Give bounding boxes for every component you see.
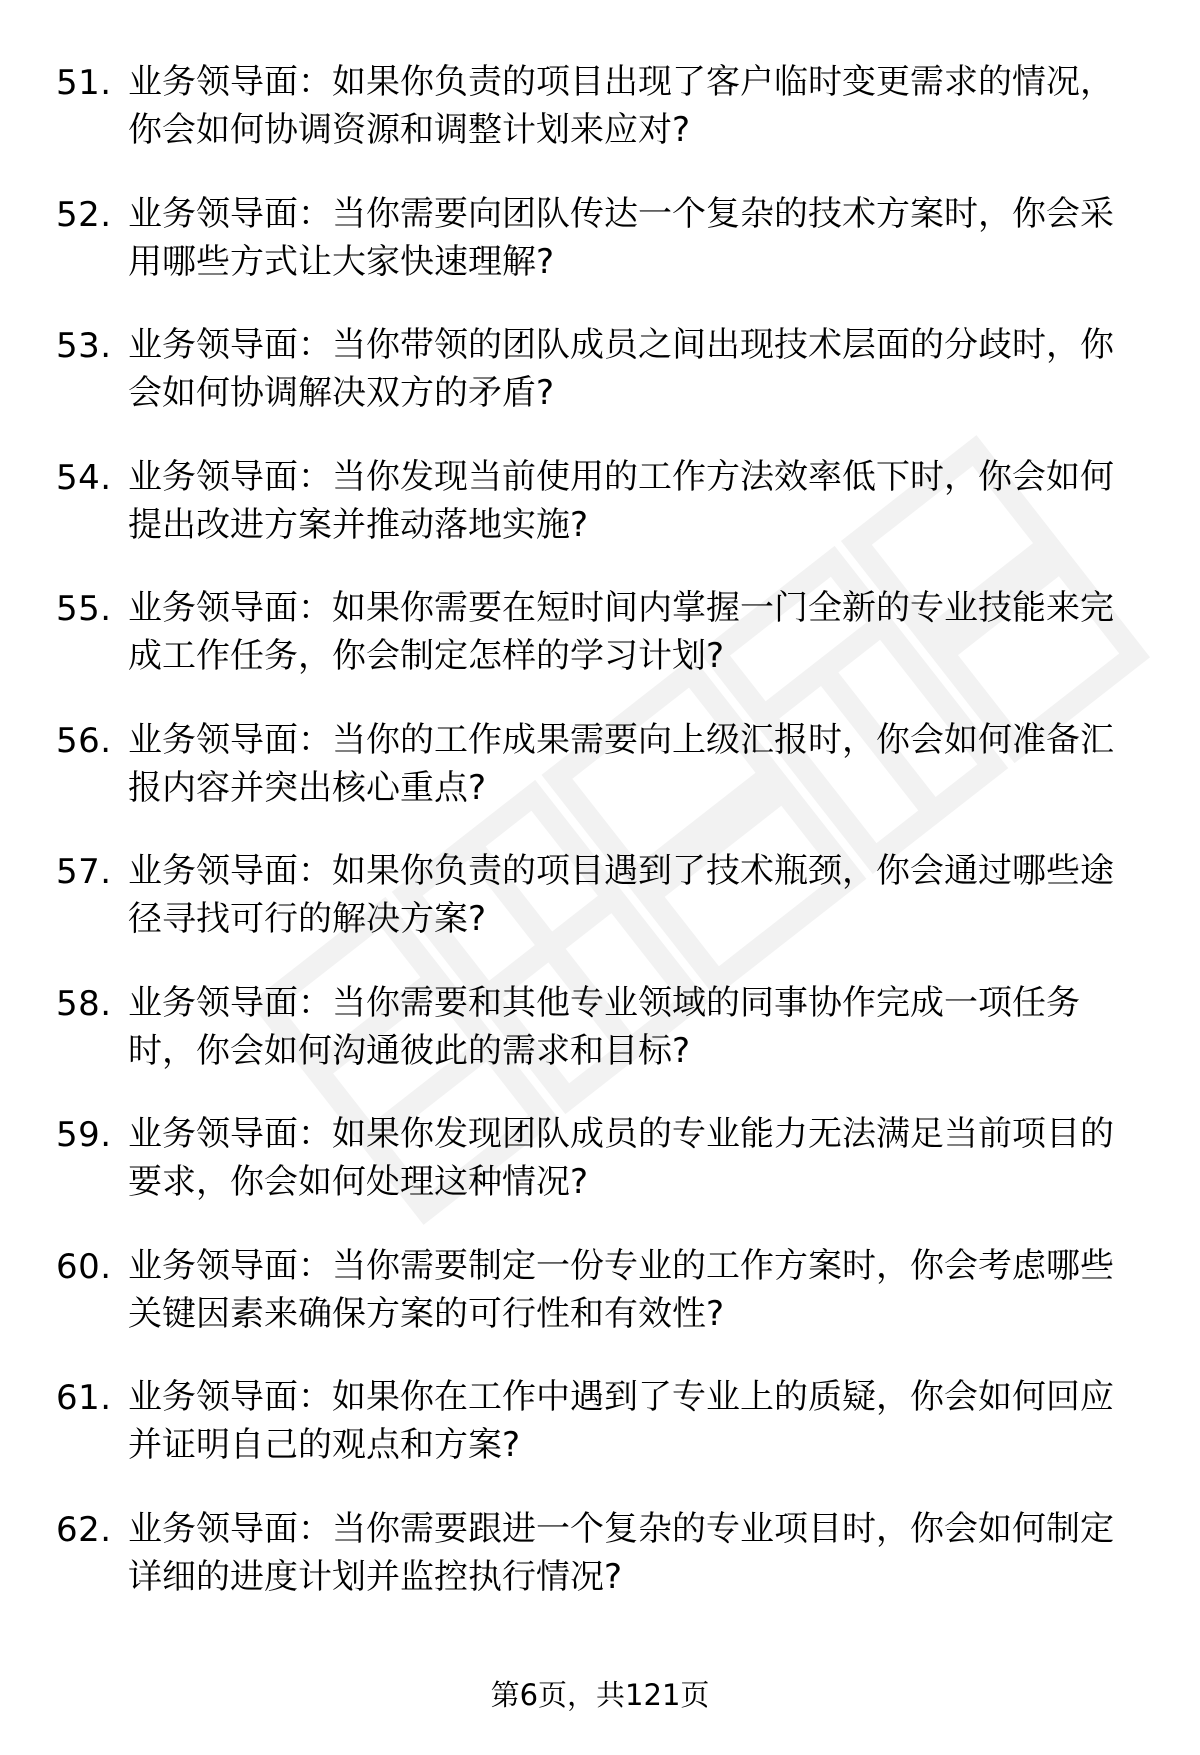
list-item <box>56 584 1146 716</box>
page-number-label: 第6页，共121页 <box>490 1678 710 1712</box>
question-text: 业务领导面：当你带领的团队成员之间出现技术层面的分歧时，你会如何协调解决双方的矛盾? <box>128 325 1114 413</box>
question-text: 业务领导面：当你需要和其他专业领域的同事协作完成一项任务时，你会如何沟通彼此的需求和目标? <box>128 982 1080 1071</box>
list-item <box>56 321 1146 453</box>
question-number: 57. <box>56 852 112 892</box>
question-number: 62. <box>56 1509 112 1550</box>
list-item <box>56 190 1146 322</box>
question-number: 56. <box>56 720 112 761</box>
list-item <box>56 1110 1146 1242</box>
question-number: 54. <box>56 457 112 498</box>
question-text: 业务领导面：如果你在工作中遇到了专业上的质疑，你会如何回应并证明自己的观点和方案? <box>128 1377 1114 1465</box>
question-text: 业务领导面：当你发现当前使用的工作方法效率低下时，你会如何提出改进方案并推动落地实施? <box>128 456 1114 545</box>
list-item <box>56 979 1146 1111</box>
question-text: 业务领导面：如果你发现团队成员的专业能力无法满足当前项目的要求，你会如何处理这种情况? <box>128 1114 1114 1202</box>
question-number: 51. <box>56 63 112 103</box>
question-text: 业务领导面：当你需要制定一份专业的工作方案时，你会考虑哪些关键因素来确保方案的可行性和有效性? <box>128 1245 1114 1334</box>
page-footer <box>0 1675 1200 1715</box>
question-text: 业务领导面：当你需要向团队传达一个复杂的技术方案时，你会采用哪些方式让大家快速理解? <box>128 193 1114 282</box>
question-number: 58. <box>56 983 112 1024</box>
question-number: 60. <box>56 1246 112 1287</box>
list-item <box>56 58 1146 190</box>
list-item <box>56 453 1146 585</box>
question-number: 52. <box>56 194 112 235</box>
question-number: 59. <box>56 1115 112 1155</box>
list-item <box>56 1242 1146 1374</box>
list-item <box>56 1373 1146 1505</box>
list-item <box>56 716 1146 848</box>
question-text: 业务领导面：如果你负责的项目出现了客户临时变更需求的情况，你会如何协调资源和调整计划来应对? <box>128 62 1114 150</box>
question-number: 53. <box>56 326 112 366</box>
question-text: 业务领导面：当你的工作成果需要向上级汇报时，你会如何准备汇报内容并突出核心重点? <box>128 719 1114 808</box>
question-number: 61. <box>56 1378 112 1418</box>
question-text: 业务领导面：当你需要跟进一个复杂的专业项目时，你会如何制定详细的进度计划并监控执行情况? <box>128 1508 1114 1597</box>
list-item <box>56 1505 1146 1637</box>
question-number: 55. <box>56 589 112 629</box>
list-item <box>56 847 1146 979</box>
question-text: 业务领导面：如果你需要在短时间内掌握一门全新的专业技能来完成工作任务，你会制定怎样的学习计划? <box>128 588 1114 676</box>
question-text: 业务领导面：如果你负责的项目遇到了技术瓶颈，你会通过哪些途径寻找可行的解决方案? <box>128 851 1114 939</box>
question-list <box>56 58 1146 1636</box>
